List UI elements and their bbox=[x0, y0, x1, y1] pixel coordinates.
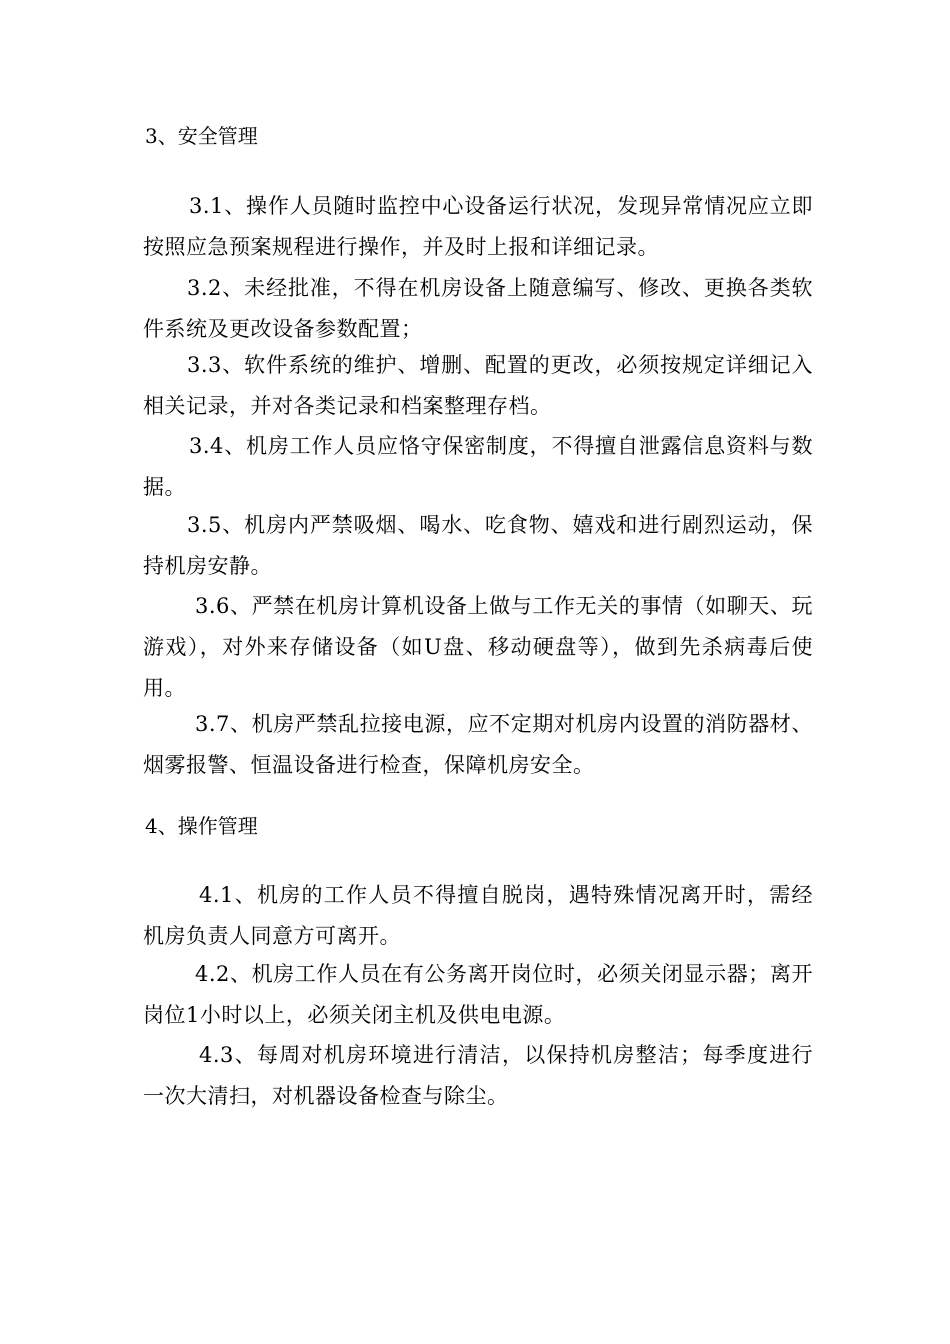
clause-3-4: 3.4、机房工作人员应恪守保密制度，不得擅自泄露信息资料与数据。 bbox=[143, 434, 813, 499]
clause-3-5: 3.5、机房内严禁吸烟、喝水、吃食物、嬉戏和进行剧烈运动，保持机房安静。 bbox=[143, 513, 813, 578]
clause-3-1: 3.1、操作人员随时监控中心设备运行状况，发现异常情况应立即按照应急预案规程进行操作，并及时上报和详细记录。 bbox=[143, 194, 813, 259]
clause-4-3: 4.3、每周对机房环境进行清洁，以保持机房整洁；每季度进行一次大清扫，对机器设备检查与除尘。 bbox=[143, 1043, 813, 1108]
clause-3-3: 3.3、软件系统的维护、增删、配置的更改，必须按规定详细记入相关记录，并对各类记录和档案整理存档。 bbox=[143, 353, 813, 418]
clause-4-1: 4.1、机房的工作人员不得擅自脱岗，遇特殊情况离开时，需经机房负责人同意方可离开。 bbox=[143, 883, 813, 948]
clause-3-6: 3.6、严禁在机房计算机设备上做与工作无关的事情（如聊天、玩游戏），对外来存储设备（如U盘、移动硬盘等），做到先杀病毒后使用。 bbox=[143, 594, 813, 700]
section-heading-operation: 4、操作管理 bbox=[145, 814, 258, 838]
clause-3-2: 3.2、未经批准，不得在机房设备上随意编写、修改、更换各类软件系统及更改设备参数配置； bbox=[143, 276, 813, 341]
clause-3-7: 3.7、机房严禁乱拉接电源，应不定期对机房内设置的消防器材、烟雾报警、恒温设备进行检查，保障机房安全。 bbox=[143, 712, 813, 777]
section-heading-security: 3、安全管理 bbox=[145, 124, 258, 148]
clause-4-2: 4.2、机房工作人员在有公务离开岗位时，必须关闭显示器；离开岗位1小时以上，必须关闭主机及供电电源。 bbox=[143, 962, 813, 1027]
